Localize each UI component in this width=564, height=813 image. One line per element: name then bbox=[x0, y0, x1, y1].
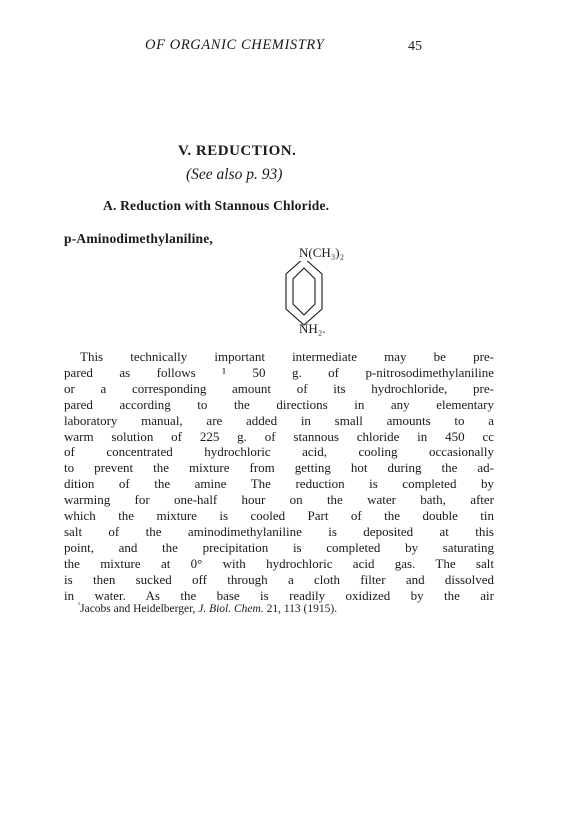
section-title: V. REDUCTION. bbox=[178, 143, 297, 159]
page-number: 45 bbox=[408, 39, 422, 54]
text-line: This technically important intermediate may be pre- bbox=[80, 349, 494, 364]
text-line: laboratory manual, are added in small amounts to a bbox=[64, 412, 494, 428]
subsection-title: A. Reduction with Stannous Chloride. bbox=[103, 198, 330, 213]
text-line: or a corresponding amount of its hydrochloride, pre- bbox=[64, 380, 494, 396]
text-line: warm solution of 225 g. of stannous chloride in 450 cc bbox=[64, 428, 494, 444]
text-line: the mixture at 0° with hydrochloric acid gas. The salt bbox=[64, 555, 494, 571]
text-line: is then sucked off through a cloth filter and dissolved bbox=[64, 571, 494, 587]
footnote-marker: ¹ bbox=[78, 601, 81, 609]
footnote bbox=[78, 601, 337, 615]
running-head: OF ORGANIC CHEMISTRY bbox=[145, 37, 325, 53]
text-line: to prevent the mixture from getting hot during the ad- bbox=[64, 460, 494, 476]
text-line: in water. As the base is readily oxidized by the air bbox=[64, 587, 494, 603]
see-also-reference: (See also p. 93) bbox=[186, 166, 283, 183]
text-line: of concentrated hydrochloric acid, cooling occasionally bbox=[64, 444, 494, 460]
text-line: dition of the amine The reduction is completed by bbox=[64, 476, 494, 492]
text-line: which the mixture is cooled Part of the double tin bbox=[64, 508, 494, 524]
text-line: pared as follows ¹ 50 g. of p-nitrosodimethylaniline bbox=[64, 364, 494, 380]
compound-name: p-Aminodimethylaniline, bbox=[64, 231, 213, 246]
text-line: salt of the aminodimethylaniline is deposited at this bbox=[64, 523, 494, 539]
text-line: warming for one-half hour on the water bath, after bbox=[64, 492, 494, 508]
footnote-authors: Jacobs and Heidelberger, bbox=[80, 603, 196, 615]
footnote-citation: 21, 113 (1915). bbox=[266, 603, 338, 615]
text-line: point, and the precipitation is completed by saturating bbox=[64, 539, 494, 555]
body-paragraph bbox=[64, 349, 494, 604]
text-line: pared according to the directions in any elementary bbox=[64, 396, 494, 412]
benzene-inner-ring bbox=[293, 268, 315, 315]
footnote-journal: J. Biol. Chem. bbox=[198, 603, 264, 615]
formula-bottom-group: NH₂. bbox=[299, 321, 326, 336]
formula-top-group: N(CH₃)₂ bbox=[299, 245, 345, 260]
